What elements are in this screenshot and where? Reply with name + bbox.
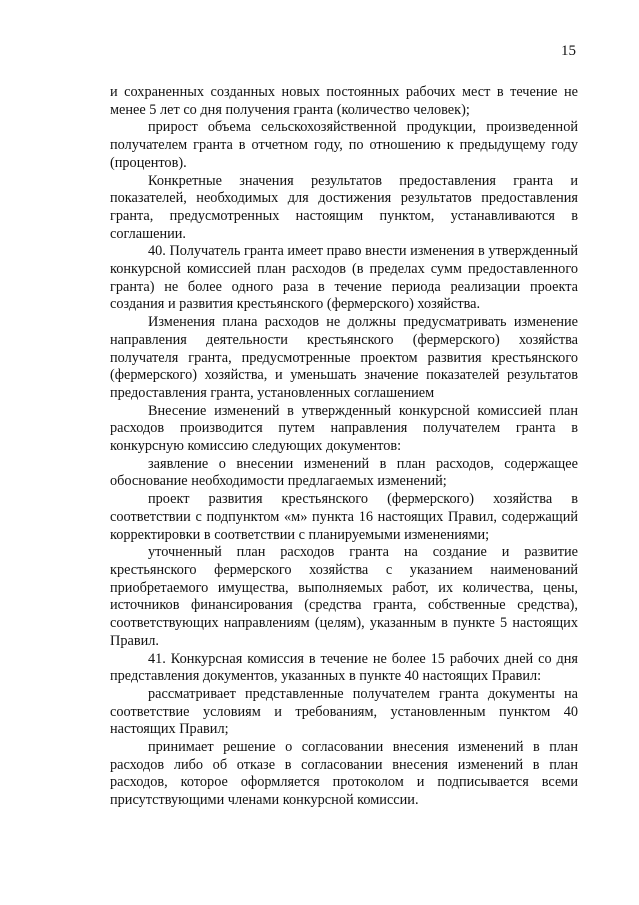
paragraph: 41. Конкурсная комиссия в течение не более 15 рабочих дней со дня представления документов, указанных в пункте 40 настоящих Правил:: [110, 650, 578, 685]
paragraph: рассматривает представленные получателем гранта документы на соответствие условиям и требованиям, установленным пунктом 40 настоящих Правил;: [110, 685, 578, 738]
paragraph: прирост объема сельскохозяйственной продукции, произведенной получателем гранта в отчетном году, по отношению к предыдущему году (процентов).: [110, 119, 578, 171]
paragraph: 40. Получатель гранта имеет право внести изменения в утвержденный конкурсной комиссией план расходов (в пределах сумм предоставленного гранта) не более одного раза в течение периода реализации проекта создания и развития крестьянского (фермерского) хозяйства.: [110, 243, 578, 313]
paragraph: и сохраненных созданных новых постоянных рабочих мест в течение не менее 5 лет со дня получения гранта (количество человек);: [110, 84, 578, 118]
paragraph: проект развития крестьянского (фермерского) хозяйства в соответствии с подпунктом «м» пункта 16 настоящих Правил, содержащий корректировки в соответствии с планируемыми изменениями;: [110, 491, 578, 543]
paragraph: заявление о внесении изменений в план расходов, содержащее обоснование необходимости предлагаемых изменений;: [110, 455, 578, 490]
paragraph: принимает решение о согласовании внесения изменений в план расходов либо об отказе в согласовании внесения изменений в план расходов, которое оформляется протоколом и подписывается всеми присутствующими членами конкурсной комиссии.: [110, 739, 578, 809]
paragraph: уточненный план расходов гранта на создание и развитие крестьянского фермерского хозяйства с указанием наименований приобретаемого имущества, выполняемых работ, их количества, цены, источников финансирования (средства гранта, собственные средства), соответствующих направлениям (целям), указанным в пункте 5 настоящих Правил.: [110, 544, 578, 649]
paragraph: Изменения плана расходов не должны предусматривать изменение направления деятельности крестьянского (фермерского) хозяйства получателя гранта, предусмотренные проектом развития крестьянского (фермерского) хозяйства, и уменьшать значение показателей результатов предоставления гранта, установленных соглашением: [110, 314, 578, 401]
document-body: [110, 84, 578, 810]
page-number: 15: [561, 43, 576, 59]
paragraph: Внесение изменений в утвержденный конкурсной комиссией план расходов производится путем направления получателем гранта в конкурсную комиссию следующих документов:: [110, 402, 578, 455]
paragraph: Конкретные значения результатов предоставления гранта и показателей, необходимых для достижения результатов предоставления гранта, предусмотренных настоящим пунктом, устанавливаются в соглашении.: [110, 172, 578, 242]
